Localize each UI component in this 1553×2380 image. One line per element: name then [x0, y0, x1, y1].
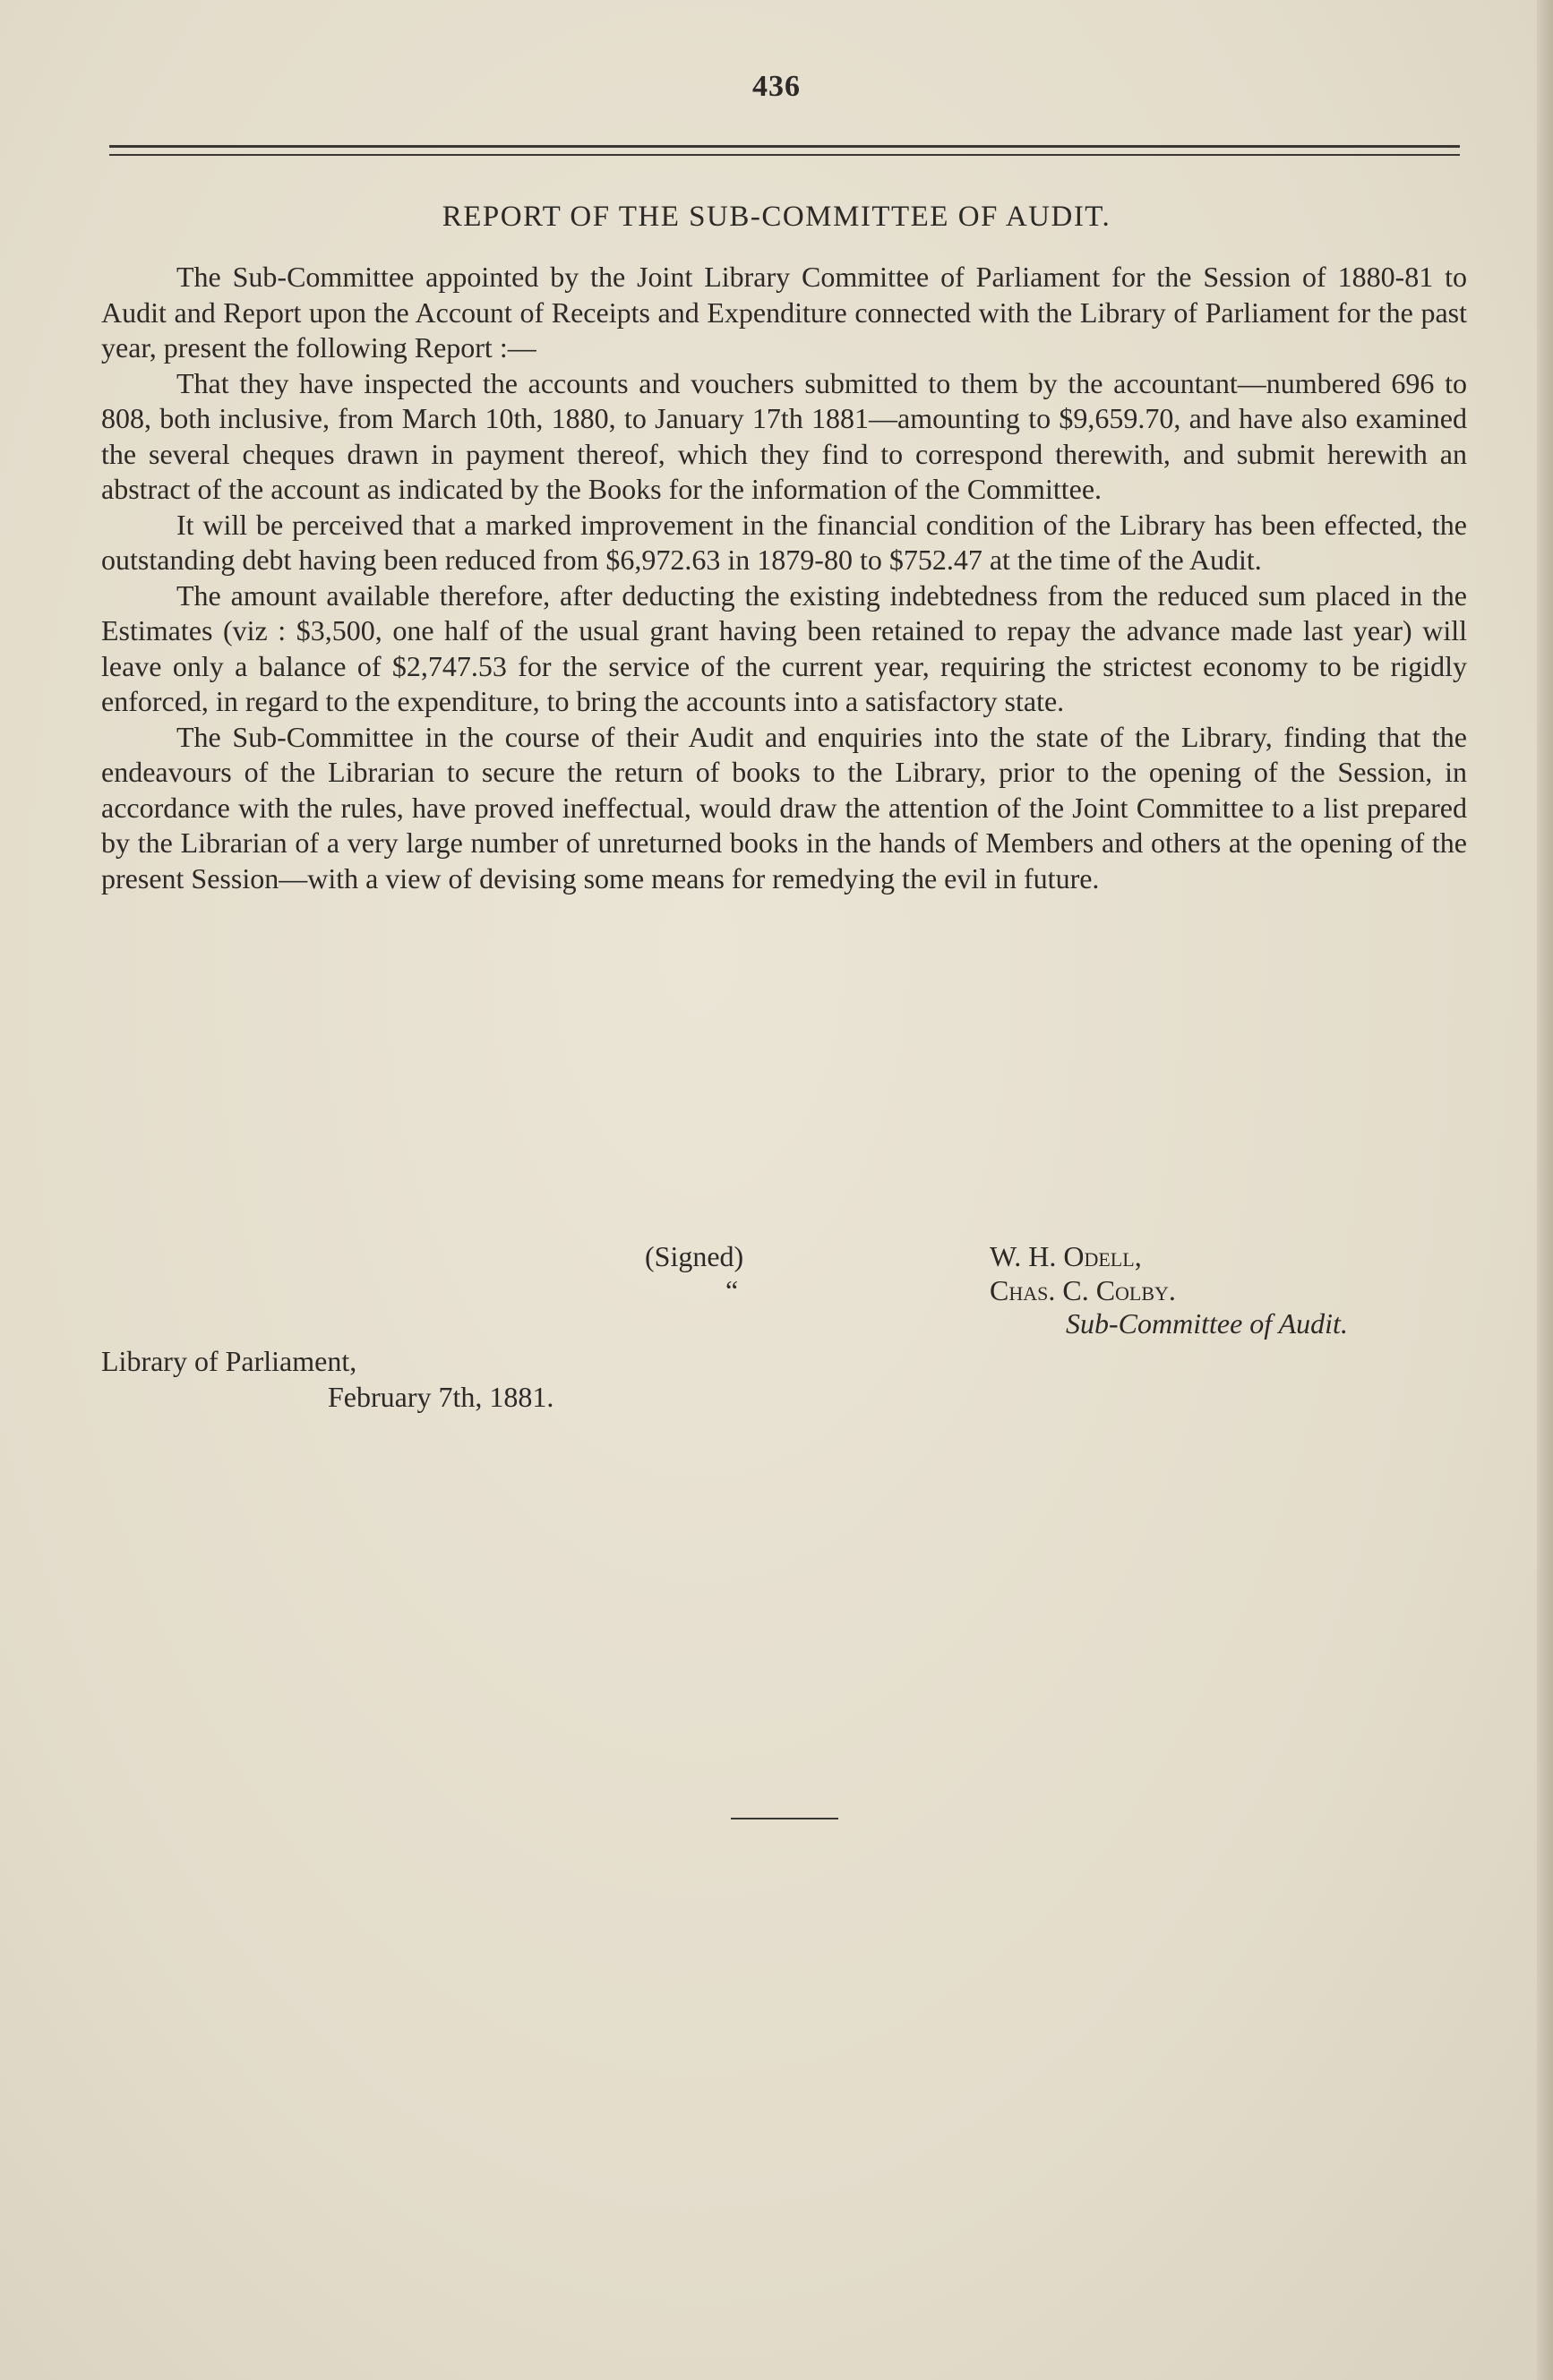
paragraph-unreturned-books: The Sub-Committee in the course of their Audit and enquiries into the state of the Library, finding that the endeavours of the Librarian to secure the return of books to the Library, prior to the opening of the Session, in accordance with the rules, have proved ineffectual, would draw the attention of the Joint Committee to a list prepared by the Librarian of a very large number of unreturned books in the hands of Members and others at the opening of the present Session—with a view of devising some means for remedying the evil in future.	[101, 720, 1467, 895]
paragraph-balance: The amount available therefore, after deducting the existing indebtedness from the reduced sum placed in the Estimates (viz : $3,500, one half of the usual grant having been retained to repay the advance made last year) will leave only a balance of $2,747.53 for the service of the current year, requiring the strictest economy to be rigidly enforced, in regard to the expenditure, to bring the accounts into a satisfactory state.	[101, 578, 1467, 717]
signer-list	[990, 1239, 1176, 1307]
paragraph-improvement: It will be perceived that a marked improvement in the financial condition of the Library has been effected, the outstanding debt having been reduced from $6,972.63 in 1879-80 to $752.47 at the time of the Audit.	[101, 508, 1467, 576]
page-number: 436	[752, 70, 801, 103]
page-edge	[1537, 0, 1553, 2380]
paragraph-accounts: That they have inspected the accounts and vouchers submitted to them by the accountant—numbered 696 to 808, both inclusive, from March 10th, 1880, to January 17th 1881—amounting to $9,659.70, and have also examined the several cheques drawn in payment thereof, which they find to correspond therewith, and submit herewith an abstract of the account as indicated by the Books for the information of the Committee.	[101, 366, 1467, 505]
signer-odell: W. H. Odell,	[990, 1240, 1142, 1272]
header-rule	[109, 145, 1460, 156]
report-date: February 7th, 1881.	[328, 1381, 554, 1413]
ditto-mark: “	[725, 1274, 739, 1306]
signer-colby: Chas. C. Colby.	[990, 1274, 1176, 1306]
paragraph-intro: The Sub-Committee appointed by the Joint Library Committee of Parliament for the Session of 1880-81 to Audit and Report upon the Account of Receipts and Expenditure connected with the Library of Parliament for the past year, present the following Report :—	[101, 261, 1467, 364]
committee-name: Sub-Committee of Audit.	[1066, 1307, 1348, 1340]
report-title: REPORT OF THE SUB-COMMITTEE OF AUDIT.	[442, 201, 1111, 233]
place-name: Library of Parliament,	[101, 1345, 357, 1377]
place-date-block	[101, 1343, 553, 1415]
signed-label: (Signed)	[645, 1240, 744, 1272]
end-rule	[731, 1818, 838, 1819]
report-body	[101, 260, 1467, 896]
